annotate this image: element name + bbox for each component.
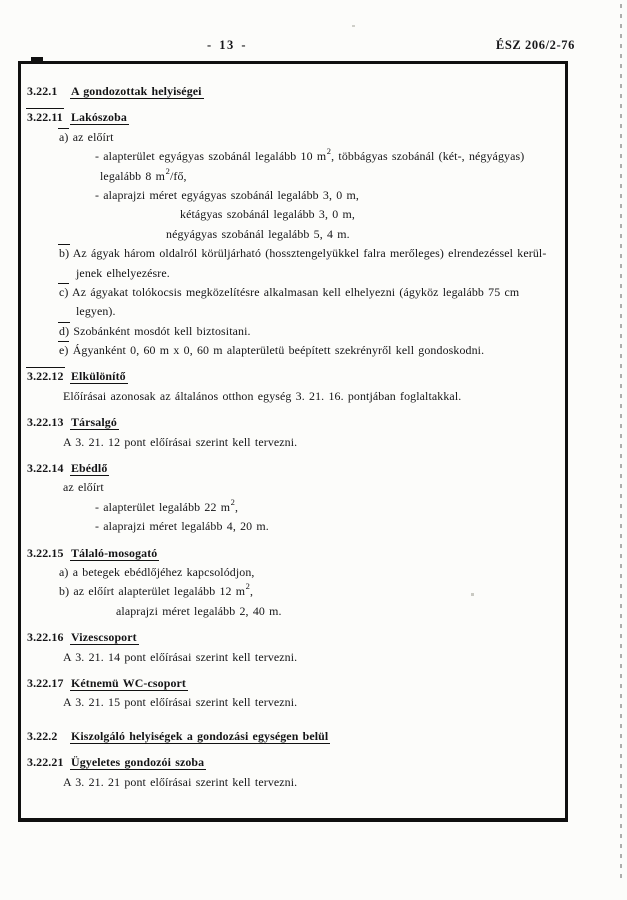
text-line: c) Az ágyakat tolókocsis megközelítésre alkalmasan kell elhelyezni (ágyköz legalább 75 cm bbox=[59, 284, 520, 299]
section-number-text: 3.22.16 bbox=[27, 630, 64, 645]
text-line: A 3. 21. 14 pont előírásai szerint kell tervezni. bbox=[63, 649, 298, 664]
superscript: 2 bbox=[165, 165, 170, 176]
superscript: 2 bbox=[230, 496, 235, 507]
text-line: Előírásai azonosak az általános otthon egység 3. 21. 16. pontjában foglaltakkal. bbox=[63, 388, 462, 403]
section-title: Kétnemü WC-csoport bbox=[71, 675, 186, 690]
section-heading bbox=[21, 82, 565, 101]
text-line: alaprajzi méret legalább 2, 40 m. bbox=[116, 603, 282, 618]
section-number-text: 3.22.17 bbox=[27, 675, 64, 690]
section-title: Ebédlő bbox=[71, 461, 108, 476]
list-marker: c) bbox=[59, 284, 69, 299]
section-number bbox=[27, 628, 71, 647]
superscript: 2 bbox=[245, 581, 251, 592]
page-number: - 13 - bbox=[207, 38, 248, 52]
text-line: - alapterület legalább 22 $m^2$, bbox=[95, 496, 239, 514]
section-heading bbox=[21, 108, 565, 127]
section-title: Társalgó bbox=[71, 415, 117, 430]
section-heading bbox=[21, 459, 565, 478]
superscript: 2 bbox=[326, 146, 332, 157]
section-number-text: 3.22.15 bbox=[27, 545, 64, 560]
section-heading bbox=[21, 753, 565, 772]
section-title: Ügyeletes gondozói szoba bbox=[71, 755, 205, 770]
text-line: - alaprajzi méret legalább 4, 20 m. bbox=[95, 519, 269, 534]
section-title: Vizescsoport bbox=[71, 630, 137, 645]
page-header bbox=[0, 38, 627, 56]
section-number bbox=[27, 82, 71, 101]
section-number bbox=[27, 544, 71, 563]
section-number bbox=[27, 727, 71, 746]
section-number bbox=[27, 413, 71, 432]
text-line: legalább 8 $m^2/fő$, bbox=[100, 165, 187, 183]
text-line: A 3. 21. 15 pont előírásai szerint kell tervezni. bbox=[63, 695, 298, 710]
section-number bbox=[27, 674, 71, 693]
section-number-text: 3.22.13 bbox=[27, 415, 64, 430]
section-number bbox=[27, 459, 71, 478]
section-number bbox=[27, 108, 71, 127]
text-line: b) az előírt alapterület legalább 12 $m^2$, bbox=[59, 581, 254, 599]
text-line: A 3. 21. 21 pont előírásai szerint kell tervezni. bbox=[63, 774, 298, 789]
document-reference: ÉSZ 206/2-76 bbox=[495, 38, 575, 52]
section-heading bbox=[21, 674, 565, 693]
section-number-text: 3.22.21 bbox=[27, 755, 64, 770]
section-heading bbox=[21, 544, 565, 563]
text-line: a) a betegek ebédlőjéhez kapcsolódjon, bbox=[59, 564, 255, 579]
section-title: Kiszolgáló helyiségek a gondozási egységen belül bbox=[71, 728, 329, 743]
section-heading bbox=[21, 727, 565, 746]
section-number bbox=[27, 753, 71, 772]
list-marker: b) bbox=[59, 584, 70, 599]
text-line: b) Az ágyak három oldalról körüljárható (hossztengelyükkel falra merőleges) elrendezéssel kerül- bbox=[59, 246, 547, 261]
scan-artifact-speck bbox=[352, 25, 355, 27]
text-line: legyen). bbox=[76, 304, 116, 319]
section-number-text: 3.22.2 bbox=[27, 728, 58, 743]
list-marker: b) bbox=[59, 246, 70, 261]
section-title: A gondozottak helyiségei bbox=[71, 84, 202, 98]
section-heading bbox=[21, 413, 565, 432]
section-heading bbox=[21, 628, 565, 647]
list-marker: d) bbox=[59, 323, 70, 338]
list-marker: a) bbox=[59, 564, 69, 579]
list-marker: e) bbox=[59, 343, 69, 358]
text-line: az előírt bbox=[63, 480, 104, 495]
section-number-text: 3.22.1 bbox=[27, 84, 58, 98]
section-title: Lakószoba bbox=[71, 110, 127, 125]
document-frame bbox=[18, 61, 568, 822]
text-line: - alapterület egyágyas szobánál legalább 10 $m^2$, többágyas szobánál (két-, négyágyas) bbox=[95, 146, 525, 164]
list-marker: a) bbox=[59, 129, 69, 144]
section-title: Tálaló-mosogató bbox=[71, 545, 158, 560]
section-title: Elkülönítő bbox=[71, 369, 126, 384]
text-line: jenek elhelyezésre. bbox=[76, 265, 170, 280]
text-line: négyágyas szobánál legalább 5, 4 m. bbox=[166, 226, 350, 241]
section-number-text: 3.22.11 bbox=[27, 110, 63, 125]
text-line: kétágyas szobánál legalább 3, 0 m, bbox=[180, 207, 356, 222]
text-line: e) Ágyanként 0, 60 m x 0, 60 m alapterületü beépített szekrényről kell gondoskodni. bbox=[59, 343, 485, 358]
text-line: a) az előírt bbox=[59, 129, 114, 144]
section-number-text: 3.22.12 bbox=[27, 369, 64, 384]
section-number bbox=[27, 367, 71, 386]
section-number-text: 3.22.14 bbox=[27, 461, 64, 476]
text-line: - alaprajzi méret egyágyas szobánál legalább 3, 0 m, bbox=[95, 187, 359, 202]
text-line: d) Szobánként mosdót kell biztositani. bbox=[59, 323, 251, 338]
scan-artifact-dotted-margin bbox=[620, 4, 622, 884]
text-line: A 3. 21. 12 pont előírásai szerint kell tervezni. bbox=[63, 434, 298, 449]
section-heading bbox=[21, 367, 565, 386]
